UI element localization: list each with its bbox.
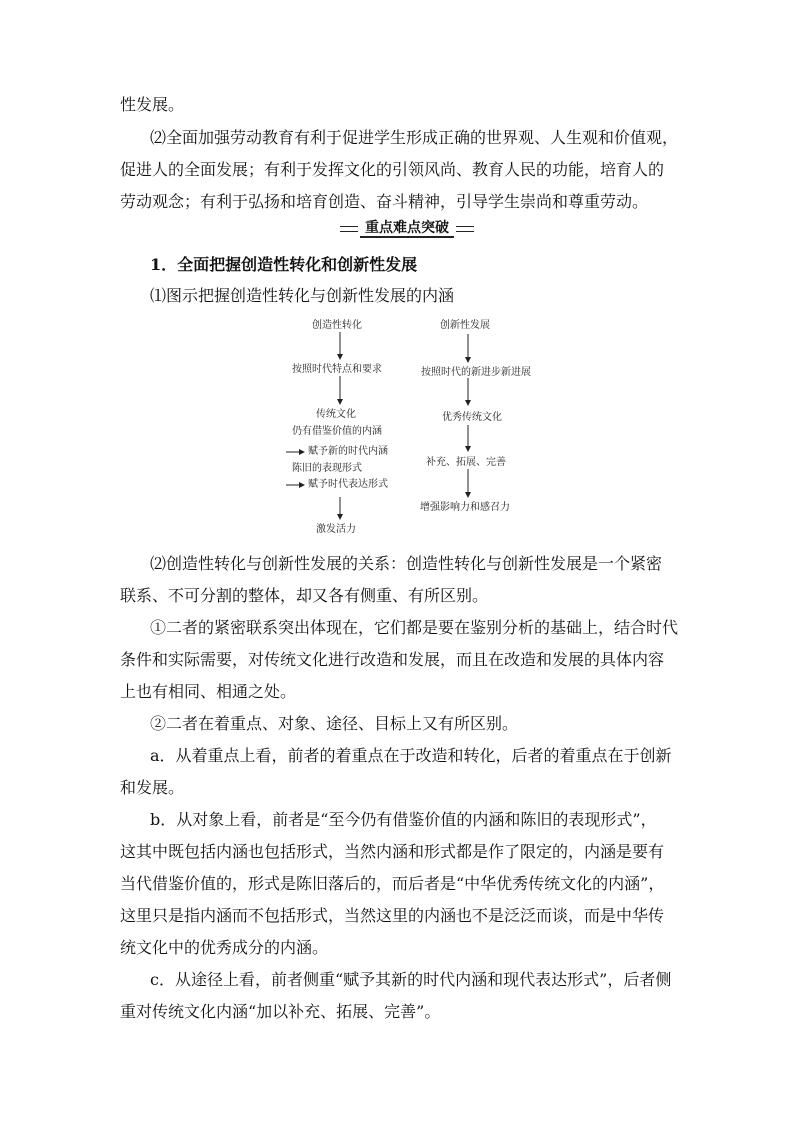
section-banner-label: 重点难点突破 (360, 220, 454, 238)
right-step-3: 补充、拓展、完善 (426, 457, 506, 468)
item-a-line-1: a．从着重点上看，前者的着重点在于改造和转化，后者的着重点在于创新 (150, 746, 672, 765)
item-b-line-2: 这其中既包括内涵也包括形式，当然内涵和形式都是作了限定的，内涵是要有 (120, 842, 665, 861)
paragraph-2-line-3: 劳动观念；有利于弘扬和培育创造、奋斗精神，引导学生崇尚和尊重劳动。 (120, 192, 649, 211)
left-note-4: 赋予时代表达形式 (308, 479, 388, 490)
point-2-line-1: ②二者在着重点、对象、途径、目标上又有所区别。 (150, 714, 519, 733)
item-b-line-3: 当代借鉴价值的，形式是陈旧落后的，而后者是“中华优秀传统文化的内涵”， (120, 874, 665, 893)
heading-1-sub: ⑴图示把握创造性转化与创新性发展的内涵 (150, 286, 455, 305)
item-a-line-2: 和发展。 (120, 778, 185, 797)
point-1-line-2: 条件和实际需要，对传统文化进行改造和发展，而且在改造和发展的具体内容 (120, 650, 665, 669)
banner-right-rule (456, 226, 474, 232)
left-step-2: 传统文化 (316, 409, 356, 420)
item-b-line-1: b．从对象上看，前者是“至今仍有借鉴价值的内涵和陈旧的表现形式”， (150, 810, 657, 829)
right-step-2: 优秀传统文化 (442, 412, 502, 423)
section-banner (340, 220, 474, 238)
paragraph-tail: 性发展。 (120, 95, 185, 114)
left-note-3: 陈旧的表现形式 (292, 463, 362, 474)
relation-line-2: 联系、不可分割的整体，却又各有侧重、有所区别。 (120, 586, 489, 605)
paragraph-2-line-2: 促进人的全面发展；有利于发挥文化的引领风尚、教育人民的功能，培育人的 (120, 160, 665, 179)
left-title: 创造性转化 (312, 320, 362, 331)
right-result: 增强影响力和感召力 (420, 502, 510, 513)
relation-line-1: ⑵创造性转化与创新性发展的关系：创造性转化与创新性发展是一个紧密 (150, 554, 663, 573)
paragraph-2-line-1: ⑵全面加强劳动教育有利于促进学生形成正确的世界观、人生观和价值观， (150, 128, 679, 147)
concept-diagram (270, 312, 570, 548)
point-1-line-1: ①二者的紧密联系突出体现在，它们都是要在鉴别分析的基础上，结合时代 (150, 618, 679, 637)
banner-left-rule (340, 226, 358, 232)
right-title: 创新性发展 (440, 320, 490, 331)
left-note-1: 仍有借鉴价值的内涵 (292, 426, 382, 437)
right-step-1: 按照时代的新进步新进展 (421, 367, 531, 378)
left-note-2: 赋予新的时代内涵 (308, 446, 388, 457)
item-b-line-5: 统文化中的优秀成分的内涵。 (120, 938, 329, 957)
item-b-line-4: 这里只是指内涵而不包括形式，当然这里的内涵也不是泛泛而谈，而是中华传 (120, 906, 665, 925)
left-step-1: 按照时代特点和要求 (292, 364, 382, 375)
item-c-line-2: 重对传统文化内涵“加以补充、拓展、完善”。 (120, 1002, 441, 1021)
point-1-line-3: 上也有相同、相通之处。 (120, 682, 297, 701)
item-c-line-1: c．从途径上看，前者侧重“赋予其新的时代内涵和现代表达形式”，后者侧 (150, 970, 672, 989)
heading-1: 1．全面把握创造性转化和创新性发展 (150, 255, 418, 274)
left-result: 激发活力 (316, 524, 356, 535)
